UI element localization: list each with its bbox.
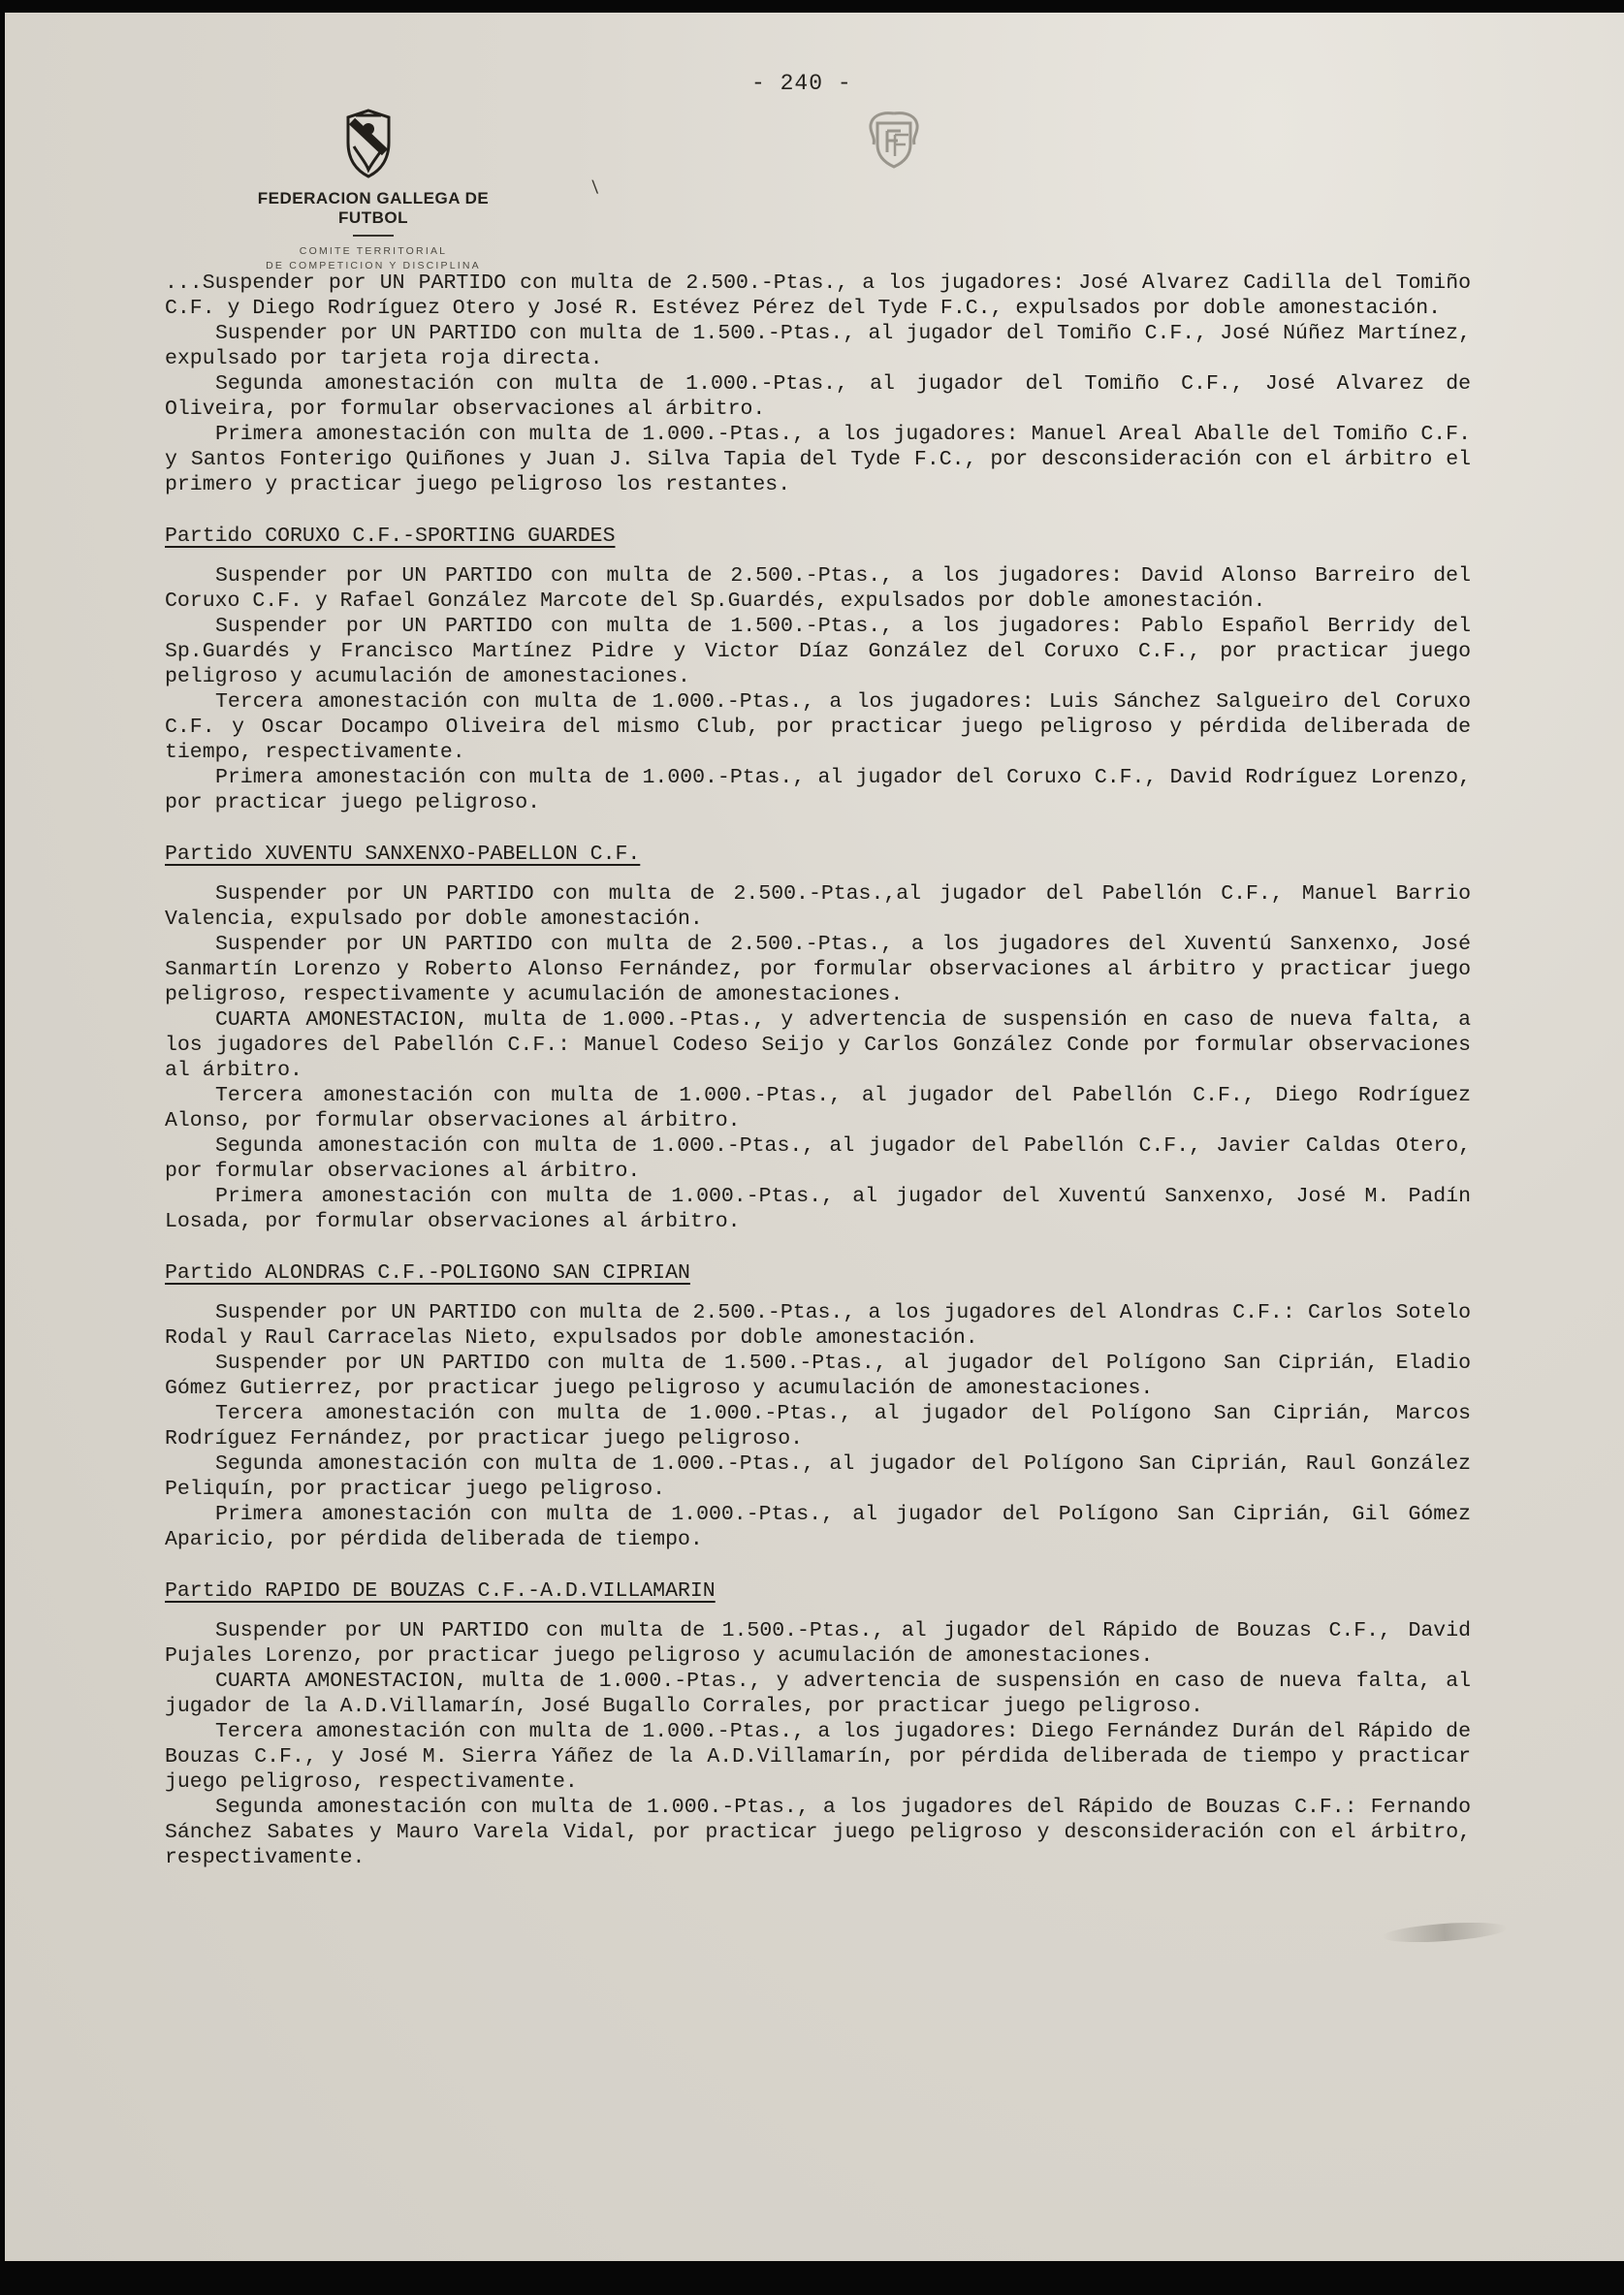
committee-line-1: COMITE TERRITORIAL (299, 245, 448, 257)
pencil-smudge (1382, 1919, 1509, 1945)
sanction-paragraph: Suspender por UN PARTIDO con multa de 2.500.-Ptas., a los jugadores del Xuventú Sanxenxo, José Sanmartín Lorenzo y Roberto Alonso Fernández, por formular observaciones al árbitro y practicar juego peligroso, respectivamente y acumulación de amonestaciones. (165, 933, 1471, 1006)
sanction-paragraph: Primera amonestación con multa de 1.000.-Ptas., al jugador del Polígono San Ciprián, Gil Gómez Aparicio, por pérdida deliberada de tiempo. (165, 1503, 1471, 1551)
match-heading: Partido CORUXO C.F.-SPORTING GUARDES (165, 525, 616, 548)
sanction-paragraph: Segunda amonestación con multa de 1.000.-Ptas., a los jugadores del Rápido de Bouzas C.F.: Fernando Sánchez Sabates y Mauro Varela Vidal, por practicar juego peligroso y desconsideración con el árbitro, respectivamente. (165, 1796, 1471, 1869)
sanction-paragraph: Suspender por UN PARTIDO con multa de 2.500.-Ptas., a los jugadores: David Alonso Barreiro del Coruxo C.F. y Rafael González Marcote del Sp.Guardés, expulsados por doble amonestación. (165, 564, 1471, 613)
committee-line-2: DE COMPETICION Y DISCIPLINA (266, 260, 481, 271)
sanction-paragraph: Suspender por UN PARTIDO con multa de 2.500.-Ptas.,al jugador del Pabellón C.F., Manuel Barrio Valencia, expulsado por doble amonestación. (165, 882, 1471, 931)
sanction-paragraph: Tercera amonestación con multa de 1.000.-Ptas., a los jugadores: Luis Sánchez Salgueiro del Coruxo C.F. y Oscar Docampo Oliveira del mismo Club, por practicar juego peligroso y pérdida deliberada de tiempo, respectivamente. (165, 690, 1471, 764)
match-heading: Partido ALONDRAS C.F.-POLIGONO SAN CIPRIAN (165, 1261, 690, 1285)
sanction-paragraph: Suspender por UN PARTIDO con multa de 1.500.-Ptas., a los jugadores: Pablo Español Berridy del Sp.Guardés y Francisco Martínez Pidre y Victor Díaz González del Coruxo C.F., por practicar juego peligroso y acumulación de amonestaciones. (165, 615, 1471, 688)
sanction-paragraph: ...Suspender por UN PARTIDO con multa de 2.500.-Ptas., a los jugadores: José Alvarez Cadilla del Tomiño C.F. y Diego Rodríguez Otero y José R. Estévez Pérez del Tyde F.C., expulsados por doble amonestación. (165, 271, 1471, 320)
stray-ink-mark: \ (588, 178, 602, 200)
sanction-paragraph: Tercera amonestación con multa de 1.000.-Ptas., al jugador del Pabellón C.F., Diego Rodríguez Alonso, por formular observaciones al árbitro. (165, 1084, 1471, 1132)
page-number: - 240 - (751, 71, 852, 96)
sanction-paragraph: CUARTA AMONESTACION, multa de 1.000.-Ptas., y advertencia de suspensión en caso de nueva falta, al jugador de la A.D.Villamarín, José Bugallo Corrales, por practicar juego peligroso. (165, 1670, 1471, 1718)
sanction-paragraph: Tercera amonestación con multa de 1.000.-Ptas., a los jugadores: Diego Fernández Durán del Rápido de Bouzas C.F., y José M. Sierra Yáñez de la A.D.Villamarín, por pérdida deliberada de tiempo y practicar juego peligroso, respectivamente. (165, 1720, 1471, 1794)
sanction-paragraph: Suspender por UN PARTIDO con multa de 2.500.-Ptas., a los jugadores del Alondras C.F.: Carlos Sotelo Rodal y Raul Carracelas Nieto, expulsados por doble amonestación. (165, 1301, 1471, 1350)
document-body (165, 271, 1471, 1870)
sanction-paragraph: Suspender por UN PARTIDO con multa de 1.500.-Ptas., al jugador del Tomiño C.F., José Núñez Martínez, expulsado por tarjeta roja directa. (165, 322, 1471, 370)
sanction-paragraph: Segunda amonestación con multa de 1.000.-Ptas., al jugador del Tomiño C.F., José Alvarez de Oliveira, por formular observaciones al árbitro. (165, 372, 1471, 421)
paper-page (5, 13, 1624, 2261)
sanction-paragraph: Segunda amonestación con multa de 1.000.-Ptas., al jugador del Polígono San Ciprián, Raul González Peliquín, por practicar juego peligroso. (165, 1452, 1471, 1501)
sanction-paragraph: Suspender por UN PARTIDO con multa de 1.500.-Ptas., al jugador del Rápido de Bouzas C.F., David Pujales Lorenzo, por practicar juego peligroso y acumulación de amonestaciones. (165, 1619, 1471, 1668)
organization-name: FEDERACION GALLEGA DE FUTBOL (257, 189, 490, 227)
federation-crest-stamp-icon (866, 110, 922, 170)
sanction-paragraph: Primera amonestación con multa de 1.000.-Ptas., al jugador del Coruxo C.F., David Rodríguez Lorenzo, por practicar juego peligroso. (165, 766, 1471, 814)
letterhead (228, 189, 519, 273)
sanction-paragraph: Segunda amonestación con multa de 1.000.-Ptas., al jugador del Pabellón C.F., Javier Caldas Otero, por formular observaciones al árbitro. (165, 1134, 1471, 1183)
sanction-paragraph: Primera amonestación con multa de 1.000.-Ptas., al jugador del Xuventú Sanxenxo, José M. Padín Losada, por formular observaciones al árbitro. (165, 1185, 1471, 1233)
match-heading: Partido RAPIDO DE BOUZAS C.F.-A.D.VILLAMARIN (165, 1579, 716, 1603)
federation-shield-logo-icon (344, 108, 393, 179)
sanction-paragraph: CUARTA AMONESTACION, multa de 1.000.-Ptas., y advertencia de suspensión en caso de nueva falta, a los jugadores del Pabellón C.F.: Manuel Codeso Seijo y Carlos González Conde por formular observaciones al árbitro. (165, 1008, 1471, 1082)
sanction-paragraph: Tercera amonestación con multa de 1.000.-Ptas., al jugador del Polígono San Ciprián, Marcos Rodríguez Fernández, por practicar juego peligroso. (165, 1402, 1471, 1450)
sanction-paragraph: Primera amonestación con multa de 1.000.-Ptas., a los jugadores: Manuel Areal Aballe del Tomiño C.F. y Santos Fonterigo Quiñones y Juan J. Silva Tapia del Tyde F.C., por desconsideración con el árbitro el primero y practicar juego peligroso los restantes. (165, 423, 1471, 496)
match-heading: Partido XUVENTU SANXENXO-PABELLON C.F. (165, 843, 641, 866)
sanction-paragraph: Suspender por UN PARTIDO con multa de 1.500.-Ptas., al jugador del Polígono San Ciprián, Eladio Gómez Gutierrez, por practicar juego peligroso y acumulación de amonestaciones. (165, 1352, 1471, 1400)
letterhead-divider (353, 235, 394, 237)
